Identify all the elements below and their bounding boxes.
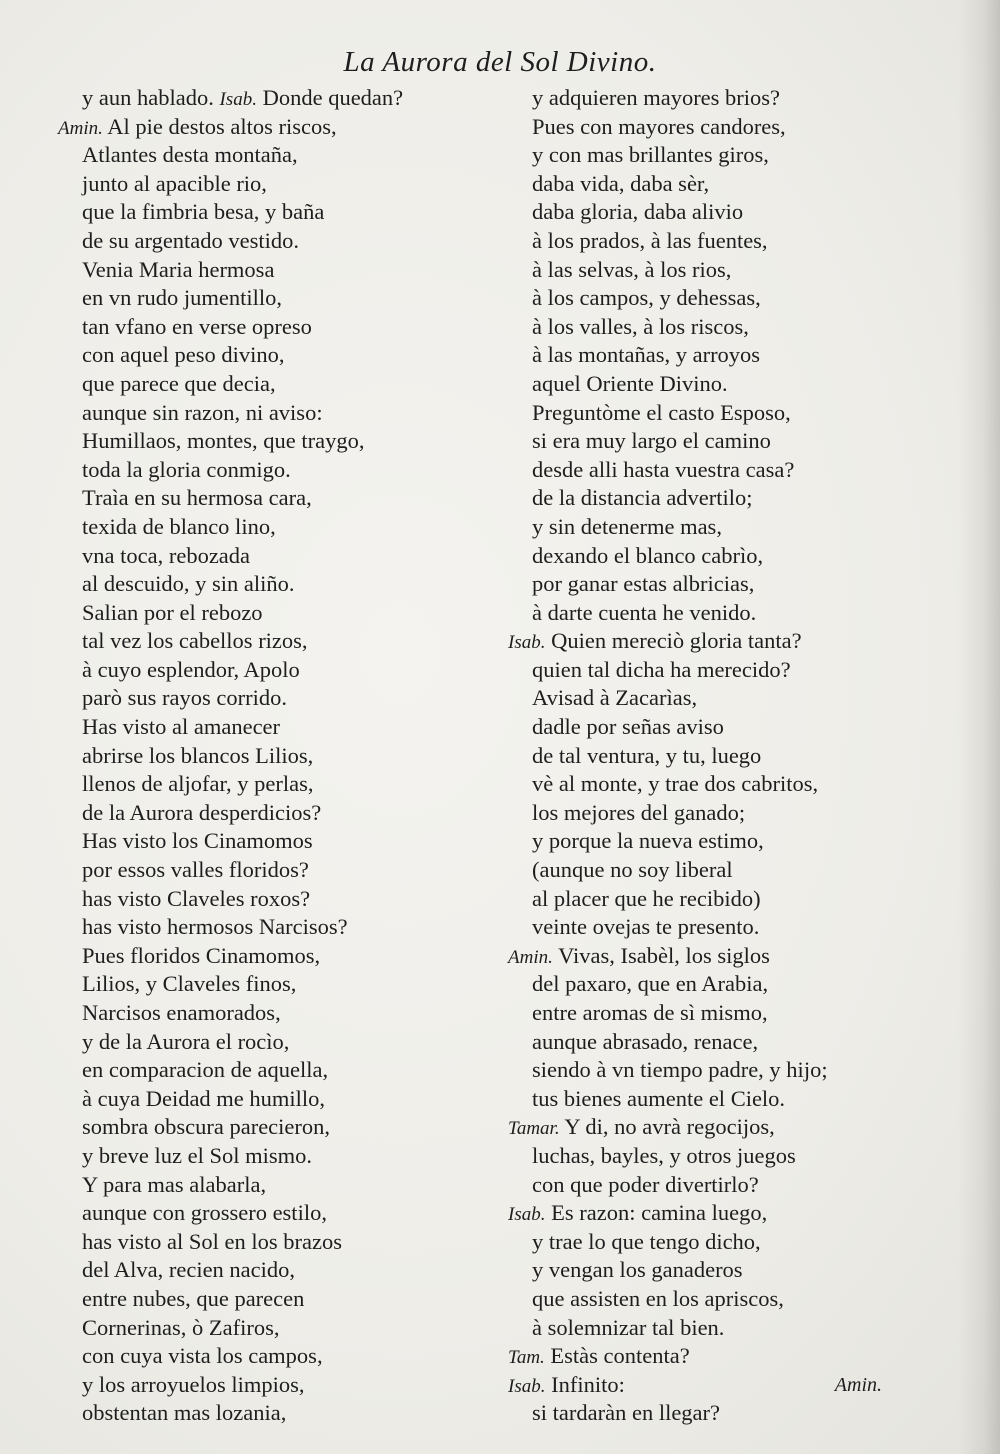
verse-line <box>58 1113 498 1142</box>
verse-text: Cornerinas, ò Zafiros, <box>82 1314 280 1340</box>
verse-text: Venia Maria hermosa <box>82 256 275 282</box>
verse-text: Vivas, Isabèl, los siglos <box>558 942 770 968</box>
verse-line <box>508 198 848 227</box>
verse-text: à cuya Deidad me humillo, <box>82 1085 326 1111</box>
verse-text: daba vida, daba sèr, <box>532 170 710 196</box>
speaker-label: Tam. <box>508 1347 545 1369</box>
verse-line <box>58 1056 498 1085</box>
verse-line <box>508 570 848 599</box>
verse-line <box>58 684 498 713</box>
right-column <box>508 84 848 1428</box>
verse-line <box>58 570 498 599</box>
verse-text: si era muy largo el camino <box>532 428 771 454</box>
verse-text: del Alva, recien nacido, <box>82 1257 296 1283</box>
verse-text: y breve luz el Sol mismo. <box>82 1142 312 1168</box>
speaker-label: Isab. <box>508 632 546 654</box>
verse-line <box>58 1399 498 1428</box>
verse-text: Has visto los Cinamomos <box>82 828 313 854</box>
verse-line <box>508 1399 848 1428</box>
verse-text: abrirse los blancos Lilios, <box>82 742 314 768</box>
verse-text: à las montañas, y arroyos <box>532 342 761 368</box>
verse-line <box>58 827 498 856</box>
speaker-label: Tamar. <box>508 1118 560 1140</box>
verse-text: si tardaràn en llegar? <box>532 1400 721 1426</box>
verse-line <box>58 513 498 542</box>
verse-line <box>508 885 848 914</box>
verse-line <box>58 256 498 285</box>
verse-text: aunque con grossero estilo, <box>82 1200 327 1226</box>
verse-text: junto al apacible rio, <box>82 170 267 196</box>
verse-text: y sin detenerme mas, <box>532 513 722 539</box>
verse-line <box>508 170 848 199</box>
verse-text: has visto hermosos Narcisos? <box>82 914 348 940</box>
verse-line <box>508 999 848 1028</box>
verse-text: siendo à vn tiempo padre, y hijo; <box>532 1057 828 1083</box>
verse-text: sombra obscura parecieron, <box>82 1114 331 1140</box>
verse-line <box>508 1199 848 1228</box>
verse-line <box>508 1285 848 1314</box>
verse-line <box>58 599 498 628</box>
verse-text: que parece que decia, <box>82 370 276 396</box>
verse-line <box>58 427 498 456</box>
page-edge-shadow <box>958 0 1000 1454</box>
verse-text: Es razon: camina luego, <box>551 1200 768 1226</box>
verse-line <box>58 1314 498 1343</box>
verse-line <box>508 1113 848 1142</box>
verse-line <box>58 370 498 399</box>
verse-line <box>508 1342 848 1371</box>
running-header: La Aurora del Sol Divino. <box>343 46 657 78</box>
verse-line <box>58 1171 498 1200</box>
verse-line <box>58 542 498 571</box>
verse-text: vè al monte, y trae dos cabritos, <box>532 771 819 797</box>
verse-text: por essos valles floridos? <box>82 857 309 883</box>
verse-line <box>508 913 848 942</box>
verse-text: Y di, no avrà regocijos, <box>564 1114 775 1140</box>
verse-text: tus bienes aumente el Cielo. <box>532 1085 786 1111</box>
verse-text: los mejores del ganado; <box>532 799 746 825</box>
verse-line <box>508 84 848 113</box>
verse-line <box>508 856 848 885</box>
speaker-label: Amin. <box>508 946 553 968</box>
verse-line <box>508 1028 848 1057</box>
verse-text: à los valles, à los riscos, <box>532 313 749 339</box>
verse-line <box>508 399 848 428</box>
verse-line <box>58 1028 498 1057</box>
verse-text: has visto Claveles roxos? <box>82 885 311 911</box>
verse-text: Donde quedan? <box>262 85 404 110</box>
verse-line <box>58 456 498 485</box>
verse-line <box>58 1228 498 1257</box>
verse-text: Quien mereciò gloria tanta? <box>551 628 802 654</box>
verse-text: parò sus rayos corrido. <box>82 685 287 711</box>
speaker-label: Isab. <box>508 1204 546 1226</box>
verse-line <box>508 656 848 685</box>
verse-text: Estàs contenta? <box>550 1343 690 1369</box>
verse-line <box>508 1371 848 1400</box>
verse-line <box>58 113 498 142</box>
verse-text: por ganar estas albricias, <box>532 571 755 597</box>
verse-text: à solemnizar tal bien. <box>532 1314 725 1340</box>
verse-line <box>58 970 498 999</box>
verse-text: y de la Aurora el rocìo, <box>82 1028 290 1054</box>
verse-line <box>508 313 848 342</box>
verse-text: en comparacion de aquella, <box>82 1057 329 1083</box>
verse-line <box>508 713 848 742</box>
verse-text: à los campos, y dehessas, <box>532 285 761 311</box>
verse-text: Pues con mayores candores, <box>532 113 786 139</box>
verse-line <box>58 856 498 885</box>
verse-line <box>58 1199 498 1228</box>
verse-text: desde alli hasta vuestra casa? <box>532 456 795 482</box>
left-column <box>58 84 498 1428</box>
verse-text: de la Aurora desperdicios? <box>82 799 322 825</box>
verse-line <box>508 770 848 799</box>
verse-line <box>508 684 848 713</box>
verse-line <box>508 513 848 542</box>
verse-text: y vengan los ganaderos <box>532 1257 743 1283</box>
verse-line <box>508 141 848 170</box>
verse-line <box>58 84 498 113</box>
verse-text: tal vez los cabellos rizos, <box>82 628 308 654</box>
verse-line <box>508 970 848 999</box>
verse-text: al placer que he recibido) <box>532 885 761 911</box>
verse-text: aunque sin razon, ni aviso: <box>82 399 323 425</box>
verse-line <box>58 799 498 828</box>
verse-line <box>508 1256 848 1285</box>
verse-text: Narcisos enamorados, <box>82 1000 281 1025</box>
verse-text: Lilios, y Claveles finos, <box>82 971 297 997</box>
verse-text: veinte ovejas te presento. <box>532 914 760 940</box>
verse-line <box>508 484 848 513</box>
verse-text: que assisten en los apriscos, <box>532 1285 784 1311</box>
verse-line <box>58 399 498 428</box>
verse-line <box>58 284 498 313</box>
verse-line <box>508 284 848 313</box>
verse-text: Pues floridos Cinamomos, <box>82 942 321 968</box>
verse-line <box>508 827 848 856</box>
verse-line <box>58 913 498 942</box>
verse-text: Has visto al amanecer <box>82 714 281 740</box>
verse-line <box>58 885 498 914</box>
verse-line <box>508 227 848 256</box>
verse-line <box>508 1142 848 1171</box>
verse-text: entre aromas de sì mismo, <box>532 1000 768 1025</box>
verse-text: obstentan mas lozania, <box>82 1400 287 1426</box>
verse-text: texida de blanco lino, <box>82 513 276 539</box>
verse-text: con que poder divertirlo? <box>532 1171 759 1197</box>
verse-text: entre nubes, que parecen <box>82 1285 305 1311</box>
verse-text: aunque abrasado, renace, <box>532 1028 759 1054</box>
verse-line <box>508 341 848 370</box>
verse-text: dexando el blanco cabrìo, <box>532 542 764 568</box>
verse-text: y con mas brillantes giros, <box>532 142 769 168</box>
verse-text: con cuya vista los campos, <box>82 1343 323 1369</box>
verse-text: Humillaos, montes, que traygo, <box>82 428 365 454</box>
verse-text: de su argentado vestido. <box>82 227 300 253</box>
verse-line <box>58 313 498 342</box>
verse-line <box>508 799 848 828</box>
verse-line <box>508 1228 848 1257</box>
speaker-label: Isab. <box>508 1375 546 1397</box>
verse-text: con aquel peso divino, <box>82 342 285 368</box>
verse-line <box>58 170 498 199</box>
verse-line <box>58 1256 498 1285</box>
verse-line <box>508 370 848 399</box>
verse-line <box>508 1085 848 1114</box>
verse-line <box>58 1085 498 1114</box>
catchword: Amin. <box>834 1374 882 1396</box>
verse-text: de la distancia advertilo; <box>532 485 753 511</box>
verse-line <box>58 484 498 513</box>
verse-text: tan vfano en verse opreso <box>82 313 312 339</box>
verse-line <box>58 770 498 799</box>
verse-text: Infinito: <box>551 1371 625 1397</box>
verse-text: que la fimbria besa, y baña <box>82 199 325 225</box>
verse-line <box>58 999 498 1028</box>
verse-line <box>58 942 498 971</box>
verse-text: de tal ventura, y tu, luego <box>532 742 762 768</box>
verse-text: y los arroyuelos limpios, <box>82 1371 305 1397</box>
verse-line <box>508 942 848 971</box>
verse-text: vna toca, rebozada <box>82 542 251 568</box>
verse-text: y porque la nueva estimo, <box>532 828 764 854</box>
verse-line <box>508 256 848 285</box>
verse-line <box>58 1142 498 1171</box>
verse-text: y adquieren mayores brios? <box>532 85 781 110</box>
verse-text: y trae lo que tengo dicho, <box>532 1228 761 1254</box>
verse-line <box>508 542 848 571</box>
verse-text: (aunque no soy liberal <box>532 857 733 883</box>
verse-text: à cuyo esplendor, Apolo <box>82 656 300 682</box>
verse-line <box>508 742 848 771</box>
speaker-label: Isab. <box>219 89 257 110</box>
speaker-label: Amin. <box>58 117 103 139</box>
verse-line <box>508 599 848 628</box>
verse-text: Preguntòme el casto Esposo, <box>532 399 791 425</box>
verse-text: al descuido, y sin aliño. <box>82 571 295 597</box>
verse-text: à darte cuenta he venido. <box>532 599 757 625</box>
verse-line <box>58 1342 498 1371</box>
verse-text: has visto al Sol en los brazos <box>82 1228 342 1254</box>
verse-text: à las selvas, à los rios, <box>532 256 732 282</box>
verse-line <box>58 198 498 227</box>
verse-text: llenos de aljofar, y perlas, <box>82 771 314 797</box>
verse-line <box>58 141 498 170</box>
verse-text: Y para mas alabarla, <box>82 1171 267 1197</box>
verse-text: del paxaro, que en Arabia, <box>532 971 769 997</box>
verse-text: y aun hablado. <box>82 85 214 110</box>
verse-text: quien tal dicha ha merecido? <box>532 656 791 682</box>
verse-line <box>58 227 498 256</box>
verse-line <box>58 1285 498 1314</box>
verse-text: à los prados, à las fuentes, <box>532 227 768 253</box>
verse-text: Avisad à Zacarìas, <box>532 685 698 711</box>
verse-text: daba gloria, daba alivio <box>532 199 744 225</box>
verse-line <box>58 742 498 771</box>
verse-text: en vn rudo jumentillo, <box>82 285 282 311</box>
verse-line <box>508 1314 848 1343</box>
verse-line <box>508 427 848 456</box>
verse-text: luchas, bayles, y otros juegos <box>532 1142 796 1168</box>
verse-line <box>508 1171 848 1200</box>
verse-text: toda la gloria conmigo. <box>82 456 291 482</box>
verse-line <box>508 113 848 142</box>
verse-line <box>58 713 498 742</box>
verse-line <box>508 627 848 656</box>
verse-text: aquel Oriente Divino. <box>532 370 728 396</box>
verse-text: Al pie destos altos riscos, <box>107 113 337 139</box>
verse-text: Salian por el rebozo <box>82 599 263 625</box>
verse-line <box>58 341 498 370</box>
verse-line <box>58 1371 498 1400</box>
verse-text: dadle por señas aviso <box>532 714 724 740</box>
verse-line <box>508 1056 848 1085</box>
verse-line <box>58 627 498 656</box>
verse-line <box>58 656 498 685</box>
verse-text: Atlantes desta montaña, <box>82 142 298 168</box>
verse-line <box>508 456 848 485</box>
verse-text: Traìa en su hermosa cara, <box>82 485 312 511</box>
